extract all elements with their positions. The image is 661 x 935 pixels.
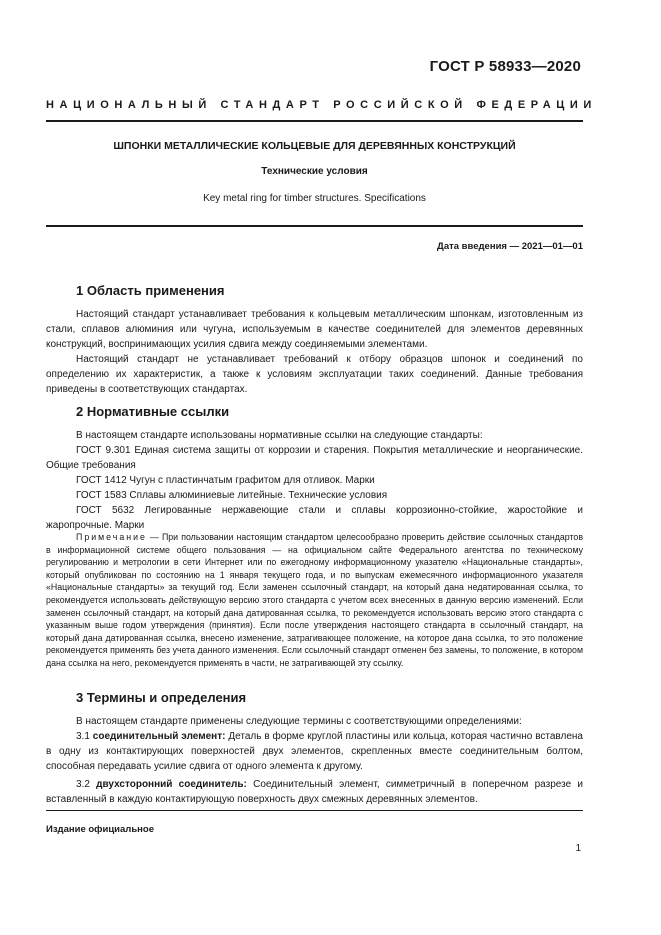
paragraph: В настоящем стандарте применены следующие термины с соответствующими определениями: bbox=[76, 716, 522, 727]
national-standard-banner: НАЦИОНАЛЬНЫЙ СТАНДАРТ РОССИЙСКОЙ ФЕДЕРАЦИИ bbox=[46, 99, 597, 111]
references-note bbox=[46, 531, 583, 670]
note-label: Примечание bbox=[76, 532, 147, 542]
document-english-title: Key metal ring for timber structures. Specifications bbox=[203, 193, 426, 204]
title-rule bbox=[46, 225, 583, 227]
paragraph: Настоящий стандарт устанавливает требования к кольцевым металлическим шпонкам, изготовленным из стали, сплавов алюминия или чугуна, используемым в качестве соединителей для элементов деревянных конструкций, воспринимающих усилия сдвига между соединяемыми элементами. bbox=[46, 309, 583, 350]
official-edition-label: Издание официальное bbox=[46, 824, 154, 835]
section-terms bbox=[46, 690, 583, 705]
term-text: Соединительный элемент, симметричный в поперечном разрезе и вставленный в каждую контактирующую поверхность двух смежных деревянных элементов. bbox=[46, 779, 583, 805]
section-references bbox=[46, 404, 583, 419]
header-rule bbox=[46, 120, 583, 122]
note-paragraph bbox=[46, 531, 583, 670]
footer-rule bbox=[46, 810, 583, 811]
document-title: ШПОНКИ МЕТАЛЛИЧЕСКИЕ КОЛЬЦЕВЫЕ ДЛЯ ДЕРЕВЯННЫХ КОНСТРУКЦИЙ bbox=[113, 140, 516, 152]
reference-item: ГОСТ 9.301 Единая система защиты от коррозии и старения. Покрытия металлические и неорганические. Общие требования bbox=[46, 445, 583, 471]
term-name: соединительный элемент: bbox=[92, 731, 226, 742]
page-number: 1 bbox=[575, 843, 581, 854]
note-text: — При пользовании настоящим стандартом целесообразно проверить действие ссылочных стандартов в информационной системе общего пользования — на официальном сайте Федерального агентства по техническому регулированию и метрологии в сети Интернет или по ежегодному информационному указателю «Национальные стандарты», который опубликован по состоянию на 1 января текущего года, и по выпускам ежемесячного информационного указателя «Национальные стандарты» за текущий год. Если заменен ссылочный стандарт, на который дана недатированная ссылка, то рекомендуется использовать действующую версию этого стандарта с учетом всех внесенных в данную версию изменений. Если заменен ссылочный стандарт, на который дана датированная ссылка, то рекомендуется использовать версию этого стандарта с указанным выше годом утверждения (принятия). Если после утверждения настоящего стандарта в ссылочный стандарт, на который дана датированная ссылка, внесено изменение, затрагивающее положение, на которое дана ссылка, то это положение рекомендуется применять без учета данного изменения. Если ссылочный стандарт отменен без замены, то положение, в котором дана ссылка на него, рекомендуется применять в части, не затрагивающей эту ссылку. bbox=[46, 532, 583, 668]
section-references-body bbox=[46, 428, 583, 533]
section-heading: 3 Термины и определения bbox=[76, 690, 247, 705]
paragraph: Настоящий стандарт не устанавливает требований к отбору образцов шпонок и соединений по определению их характеристик, а также к условиям эксплуатации таких соединений. Данные требования приведены в соответствующих стандартах. bbox=[46, 354, 583, 395]
introduction-date: Дата введения — 2021—01—01 bbox=[437, 241, 583, 252]
term-definition bbox=[46, 729, 583, 774]
section-scope-body bbox=[46, 307, 583, 397]
document-subtitle: Технические условия bbox=[261, 166, 368, 177]
term-number: 3.2 bbox=[76, 779, 97, 790]
section-heading: 1 Область применения bbox=[76, 283, 225, 298]
document-number: ГОСТ Р 58933—2020 bbox=[429, 58, 581, 75]
reference-item: ГОСТ 1412 Чугун с пластинчатым графитом для отливок. Марки bbox=[76, 475, 375, 486]
term-definition bbox=[46, 777, 583, 807]
term-text: Деталь в форме круглой пластины или кольца, которая частично вставлена в одну из контактирующих поверхностей двух элементов, скрепленных вместе соединительным болтом, способная передавать усилие сдвига от одного элемента к другому. bbox=[46, 731, 583, 772]
paragraph: В настоящем стандарте использованы нормативные ссылки на следующие стандарты: bbox=[76, 430, 483, 441]
reference-item: ГОСТ 5632 Легированные нержавеющие стали и сплавы коррозионно-стойкие, жаростойкие и жаропрочные. Марки bbox=[46, 505, 583, 531]
term-number: 3.1 bbox=[76, 731, 93, 742]
section-scope bbox=[46, 283, 583, 298]
section-heading: 2 Нормативные ссылки bbox=[76, 404, 230, 419]
section-terms-body bbox=[46, 714, 583, 807]
term-name: двухсторонний соединитель: bbox=[96, 779, 247, 790]
reference-item: ГОСТ 1583 Сплавы алюминиевые литейные. Технические условия bbox=[76, 490, 388, 501]
